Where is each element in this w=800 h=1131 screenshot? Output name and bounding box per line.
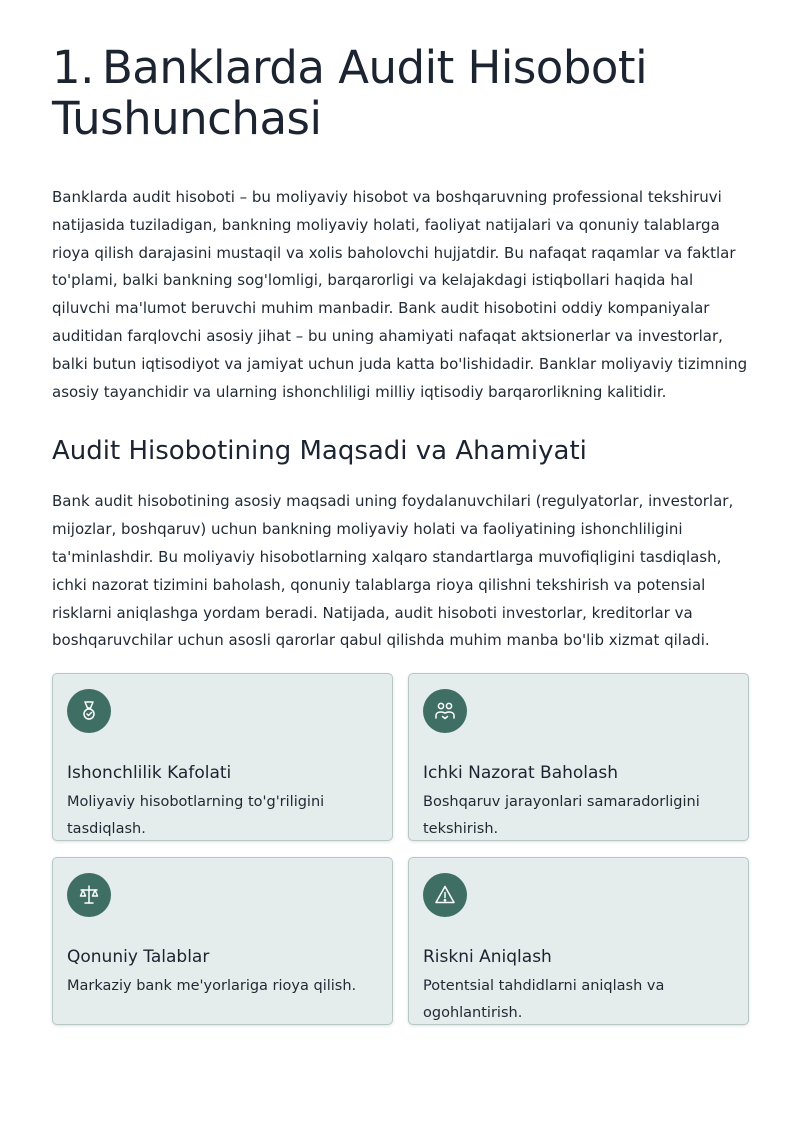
card-risk-detection	[408, 857, 749, 1025]
card-description: Markaziy bank me'yorlariga rioya qilish.	[67, 978, 357, 995]
card-description: Potentsial tahdidlarni aniqlash va ogohlantirish.	[423, 978, 665, 1022]
card-reliability	[52, 673, 393, 841]
warning-triangle-icon	[423, 873, 467, 917]
intro-paragraph: Banklarda audit hisoboti – bu moliyaviy hisobot va boshqaruvning professional tekshiruvi natijasida tuziladigan, bankning moliyaviy holati, faoliyat natijalari va qonuniy talablarga rioya qilish darajasini mustaqil va xolis baholovchi hujjatdir. Bu nafaqat raqamlar va faktlar to'plami, balki bankning sog'lomligi, barqarorligi va kelajakdagi istiqbollari haqida hal qiluvchi ma'lumot beruvchi muhim manbadir. Bank audit hisobotini oddiy kompaniyalar auditidan farqlovchi asosiy jihat – bu uning ahamiyati nafaqat aktsionerlar va investorlar, balki butun iqtisodiyot va jamiyat uchun juda katta bo'lishidadir. Banklar moliyaviy tizimning asosiy tayanchidir va ularning ishonchliligi milliy iqtisodiy barqarorlikning kalitidir.	[52, 188, 748, 401]
card-title: Ishonchlilik Kafolati	[67, 763, 232, 784]
card-description: Moliyaviy hisobotlarning to'g'riligini tasdiqlash.	[67, 794, 325, 838]
medal-icon	[67, 689, 111, 733]
title-line-2: Tushunchasi	[52, 92, 322, 145]
card-title: Qonuniy Talablar	[67, 947, 210, 968]
card-title: Ichki Nazorat Baholash	[423, 763, 619, 784]
page-title	[52, 42, 748, 144]
feature-cards	[52, 673, 748, 1025]
people-handshake-icon	[423, 689, 467, 733]
purpose-paragraph: Bank audit hisobotining asosiy maqsadi uning foydalanuvchilari (regulyatorlar, investorlar, mijozlar, boshqaruv) uchun bankning moliyaviy holati va faoliyatining ishonchliligini ta'minlashdir. Bu moliyaviy hisobotlarning xalqaro standartlarga muvofiqligini tasdiqlash, ichki nazorat tizimini baholash, qonuniy talablarga rioya qilishni tekshirish va potensial risklarni aniqlashga yordam beradi. Natijada, audit hisoboti investorlar, kreditorlar va boshqaruvchilar uchun asosli qarorlar qabul qilishda muhim manba bo'lib xizmat qiladi.	[52, 492, 734, 650]
card-legal-requirements	[52, 857, 393, 1025]
scales-icon	[67, 873, 111, 917]
section-number: 1.	[52, 41, 94, 94]
card-description: Boshqaruv jarayonlari samaradorligini tekshirish.	[423, 794, 700, 838]
card-title: Riskni Aniqlash	[423, 947, 552, 968]
card-internal-control	[408, 673, 749, 841]
title-line-1: Banklarda Audit Hisoboti	[101, 41, 648, 94]
section-heading: Audit Hisobotining Maqsadi va Ahamiyati	[52, 436, 587, 467]
